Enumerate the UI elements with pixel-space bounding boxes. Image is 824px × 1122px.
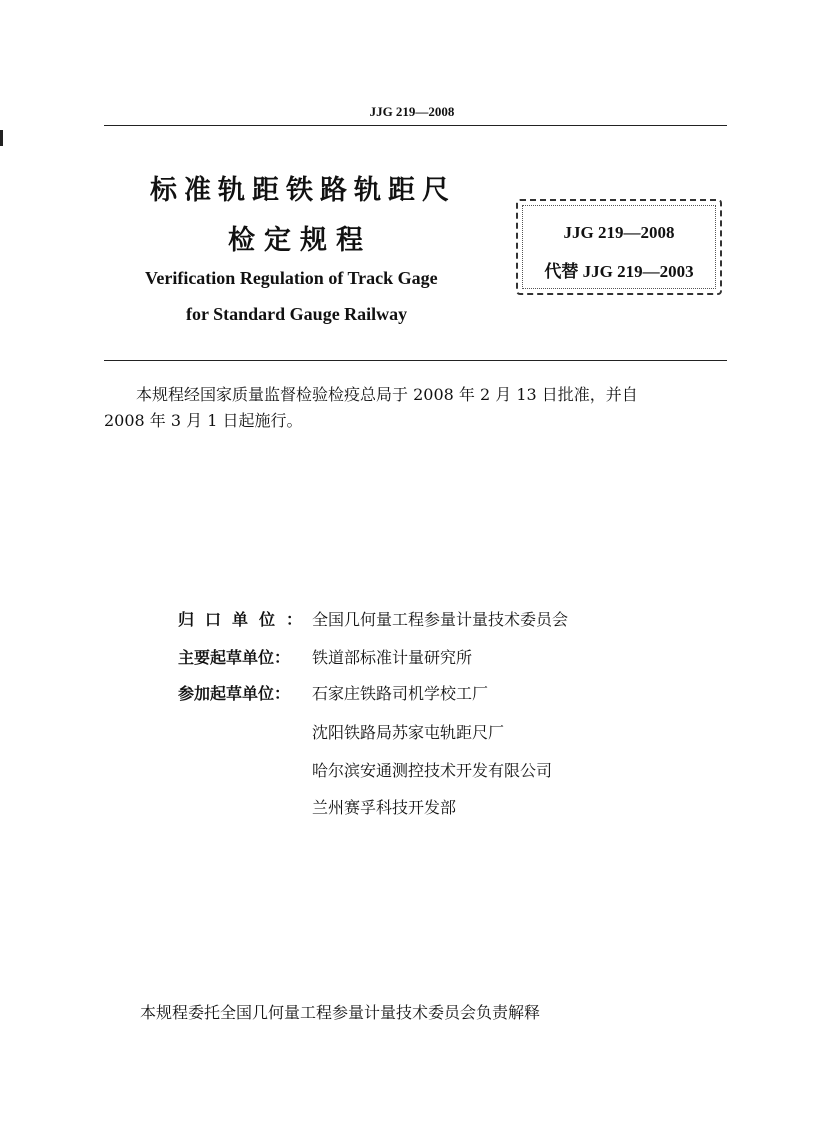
header-standard-code: JJG 219—2008 bbox=[369, 104, 455, 119]
header-divider bbox=[104, 125, 727, 126]
participant-item: 哈尔滨安通测控技术开发有限公司 bbox=[312, 761, 553, 780]
title-english-line-1: Verification Regulation of Track Gage bbox=[145, 268, 438, 288]
scan-edge-mark bbox=[0, 130, 3, 146]
participant-item: 沈阳铁路局苏家屯轨距尺厂 bbox=[312, 723, 505, 742]
current-standard-code: JJG 219—2008 bbox=[563, 223, 675, 242]
main-drafter-value: 铁道部标准计量研究所 bbox=[312, 648, 473, 667]
replaced-standard-code: 代替 JJG 219—2003 bbox=[544, 262, 694, 281]
approval-text-line-2: 2008 年 3 月 1 日起施行。 bbox=[104, 411, 303, 430]
approval-text-line-1: 本规程经国家质量监督检验检疫总局于 2008 年 2 月 13 日批准，并自 bbox=[136, 385, 638, 404]
responsible-unit-label: 归口单位： bbox=[178, 610, 314, 629]
participants-label: 参加起草单位： bbox=[178, 684, 291, 703]
title-english-line-2: for Standard Gauge Railway bbox=[186, 304, 408, 324]
interpretation-note: 本规程委托全国几何量工程参量计量技术委员会负责解释 bbox=[140, 1003, 541, 1022]
section-divider bbox=[104, 360, 727, 361]
responsible-unit-value: 全国几何量工程参量计量技术委员会 bbox=[312, 610, 569, 629]
title-chinese-line-1: 标准轨距铁路轨距尺 bbox=[150, 175, 456, 206]
main-drafter-label: 主要起草单位： bbox=[178, 648, 291, 667]
participant-item: 石家庄铁路司机学校工厂 bbox=[312, 684, 489, 703]
standard-code-box bbox=[516, 199, 722, 295]
title-chinese-line-2: 检定规程 bbox=[228, 225, 372, 256]
participant-item: 兰州赛孚科技开发部 bbox=[312, 798, 457, 817]
